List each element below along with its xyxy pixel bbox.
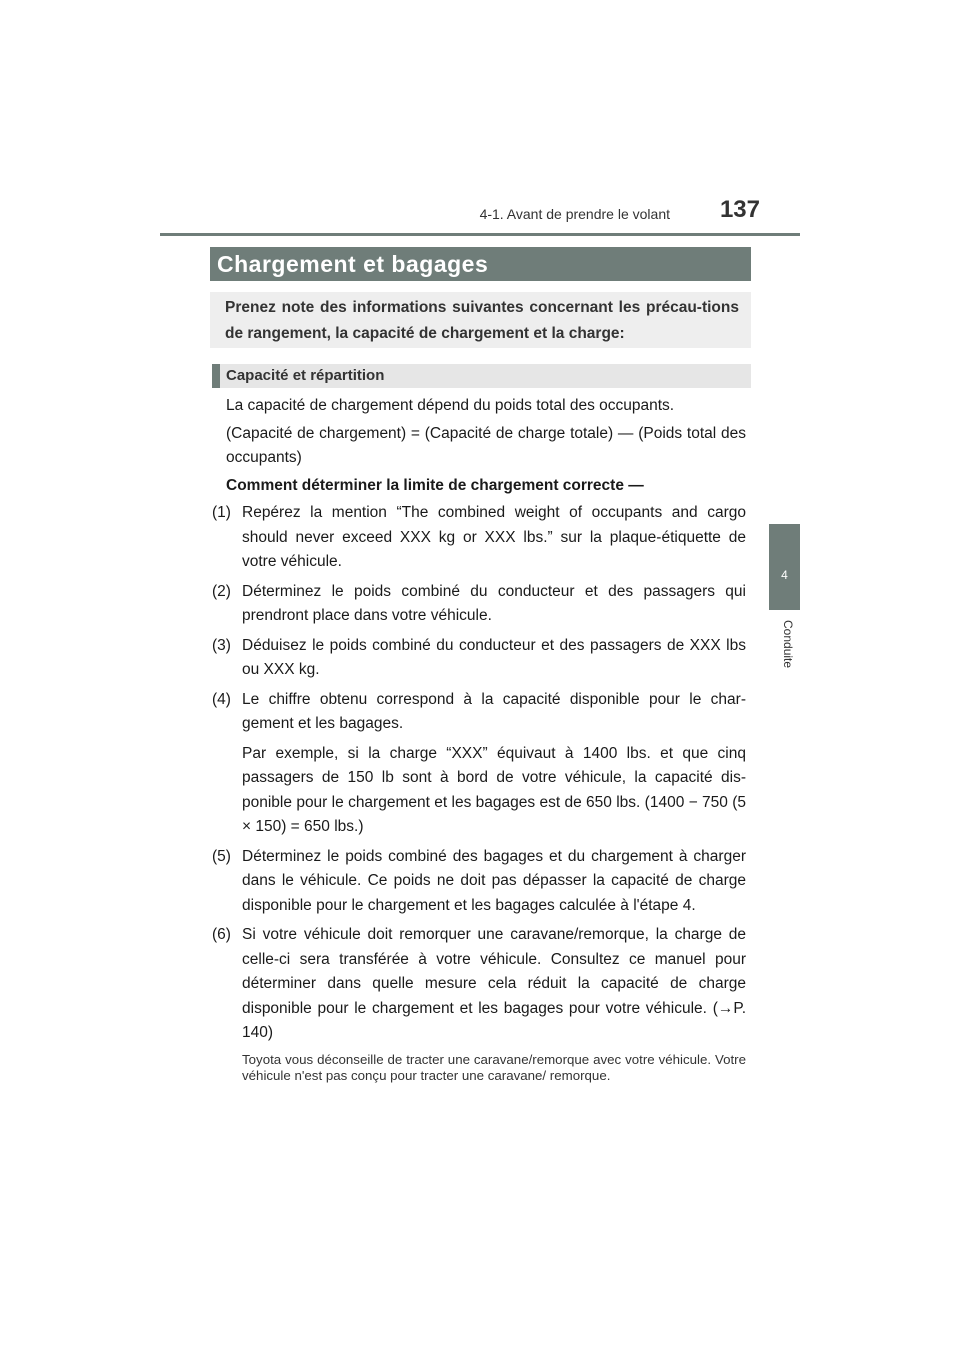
header-divider xyxy=(160,233,800,236)
step-number: (5) xyxy=(212,847,231,865)
step-text: Déduisez le poids combiné du conducteur et des passagers de XXX lbs ou XXX kg. xyxy=(242,636,746,678)
chapter-number: 4 xyxy=(781,568,788,582)
step-text: Si votre véhicule doit remorquer une caravane/remorque, la charge de celle-ci sera transférée à votre véhicule. Consultez ce manuel pour déterminer dans quelle mesure cela réduit la capacité de charge disponible pour le chargement et les bagages pour votre véhicule. (→P. 140) xyxy=(242,926,746,1041)
step-text: Le chiffre obtenu correspond à la capacité disponible pour le char-gement et les bagages. xyxy=(242,690,746,732)
paragraph-formula: (Capacité de chargement) = (Capacité de charge totale) — (Poids total des occupants) xyxy=(226,424,746,466)
chapter-tab[interactable] xyxy=(769,524,800,610)
step-number: (2) xyxy=(212,582,231,600)
section-header: 4-1. Avant de prendre le volant xyxy=(479,206,670,222)
step-number: (6) xyxy=(212,926,231,943)
step-item xyxy=(210,634,746,683)
step-item xyxy=(210,923,746,1046)
step-item xyxy=(210,580,746,629)
step-number: (4) xyxy=(212,690,231,708)
subheading: Capacité et répartition xyxy=(212,364,751,388)
step-item xyxy=(210,845,746,919)
intro-box: Prenez note des informations suivantes concernant les précau-tions de rangement, la capacité de chargement et la charge: xyxy=(210,292,751,348)
paragraph-howto: Comment déterminer la limite de chargement correcte — xyxy=(226,476,644,494)
step-text: Déterminez le poids combiné du conducteur et des passagers qui prendront place dans votre véhicule. xyxy=(242,582,746,624)
step-example: Par exemple, si la charge “XXX” équivaut à 1400 lbs. et que cinq passagers de 150 lb sont à bord de votre véhicule, la capacité dis-ponible pour le chargement et les bagages est de 650 lbs. (1400 − 750 (5 × 150) = 650 lbs.) xyxy=(242,744,746,835)
chapter-label: Conduite xyxy=(781,620,795,669)
page-number: 137 xyxy=(719,196,760,223)
paragraph-capacity: La capacité de chargement dépend du poids total des occupants. xyxy=(226,397,675,414)
step-number: (3) xyxy=(212,636,231,654)
step-item xyxy=(210,501,746,575)
towing-note: Toyota vous déconseille de tracter une caravane/remorque avec votre véhicule. Votre véhicule n'est pas conçu pour tracter une caravane/ remorque. xyxy=(242,1051,746,1083)
step-number: (1) xyxy=(212,504,231,521)
main-content xyxy=(210,394,746,1085)
step-text: Repérez la mention “The combined weight of occupants and cargo should never exceed XXX kg or XXX lbs.” sur la plaque-étiquette de votre véhicule. xyxy=(242,504,746,570)
step-text: Déterminez le poids combiné des bagages et du chargement à charger dans le véhicule. Ce poids ne doit pas dépasser la capacité de charge disponible pour le chargement et les bagages calculée à l'étape 4. xyxy=(242,847,746,914)
step-item xyxy=(210,688,746,737)
page-title: Chargement et bagages xyxy=(210,247,751,281)
